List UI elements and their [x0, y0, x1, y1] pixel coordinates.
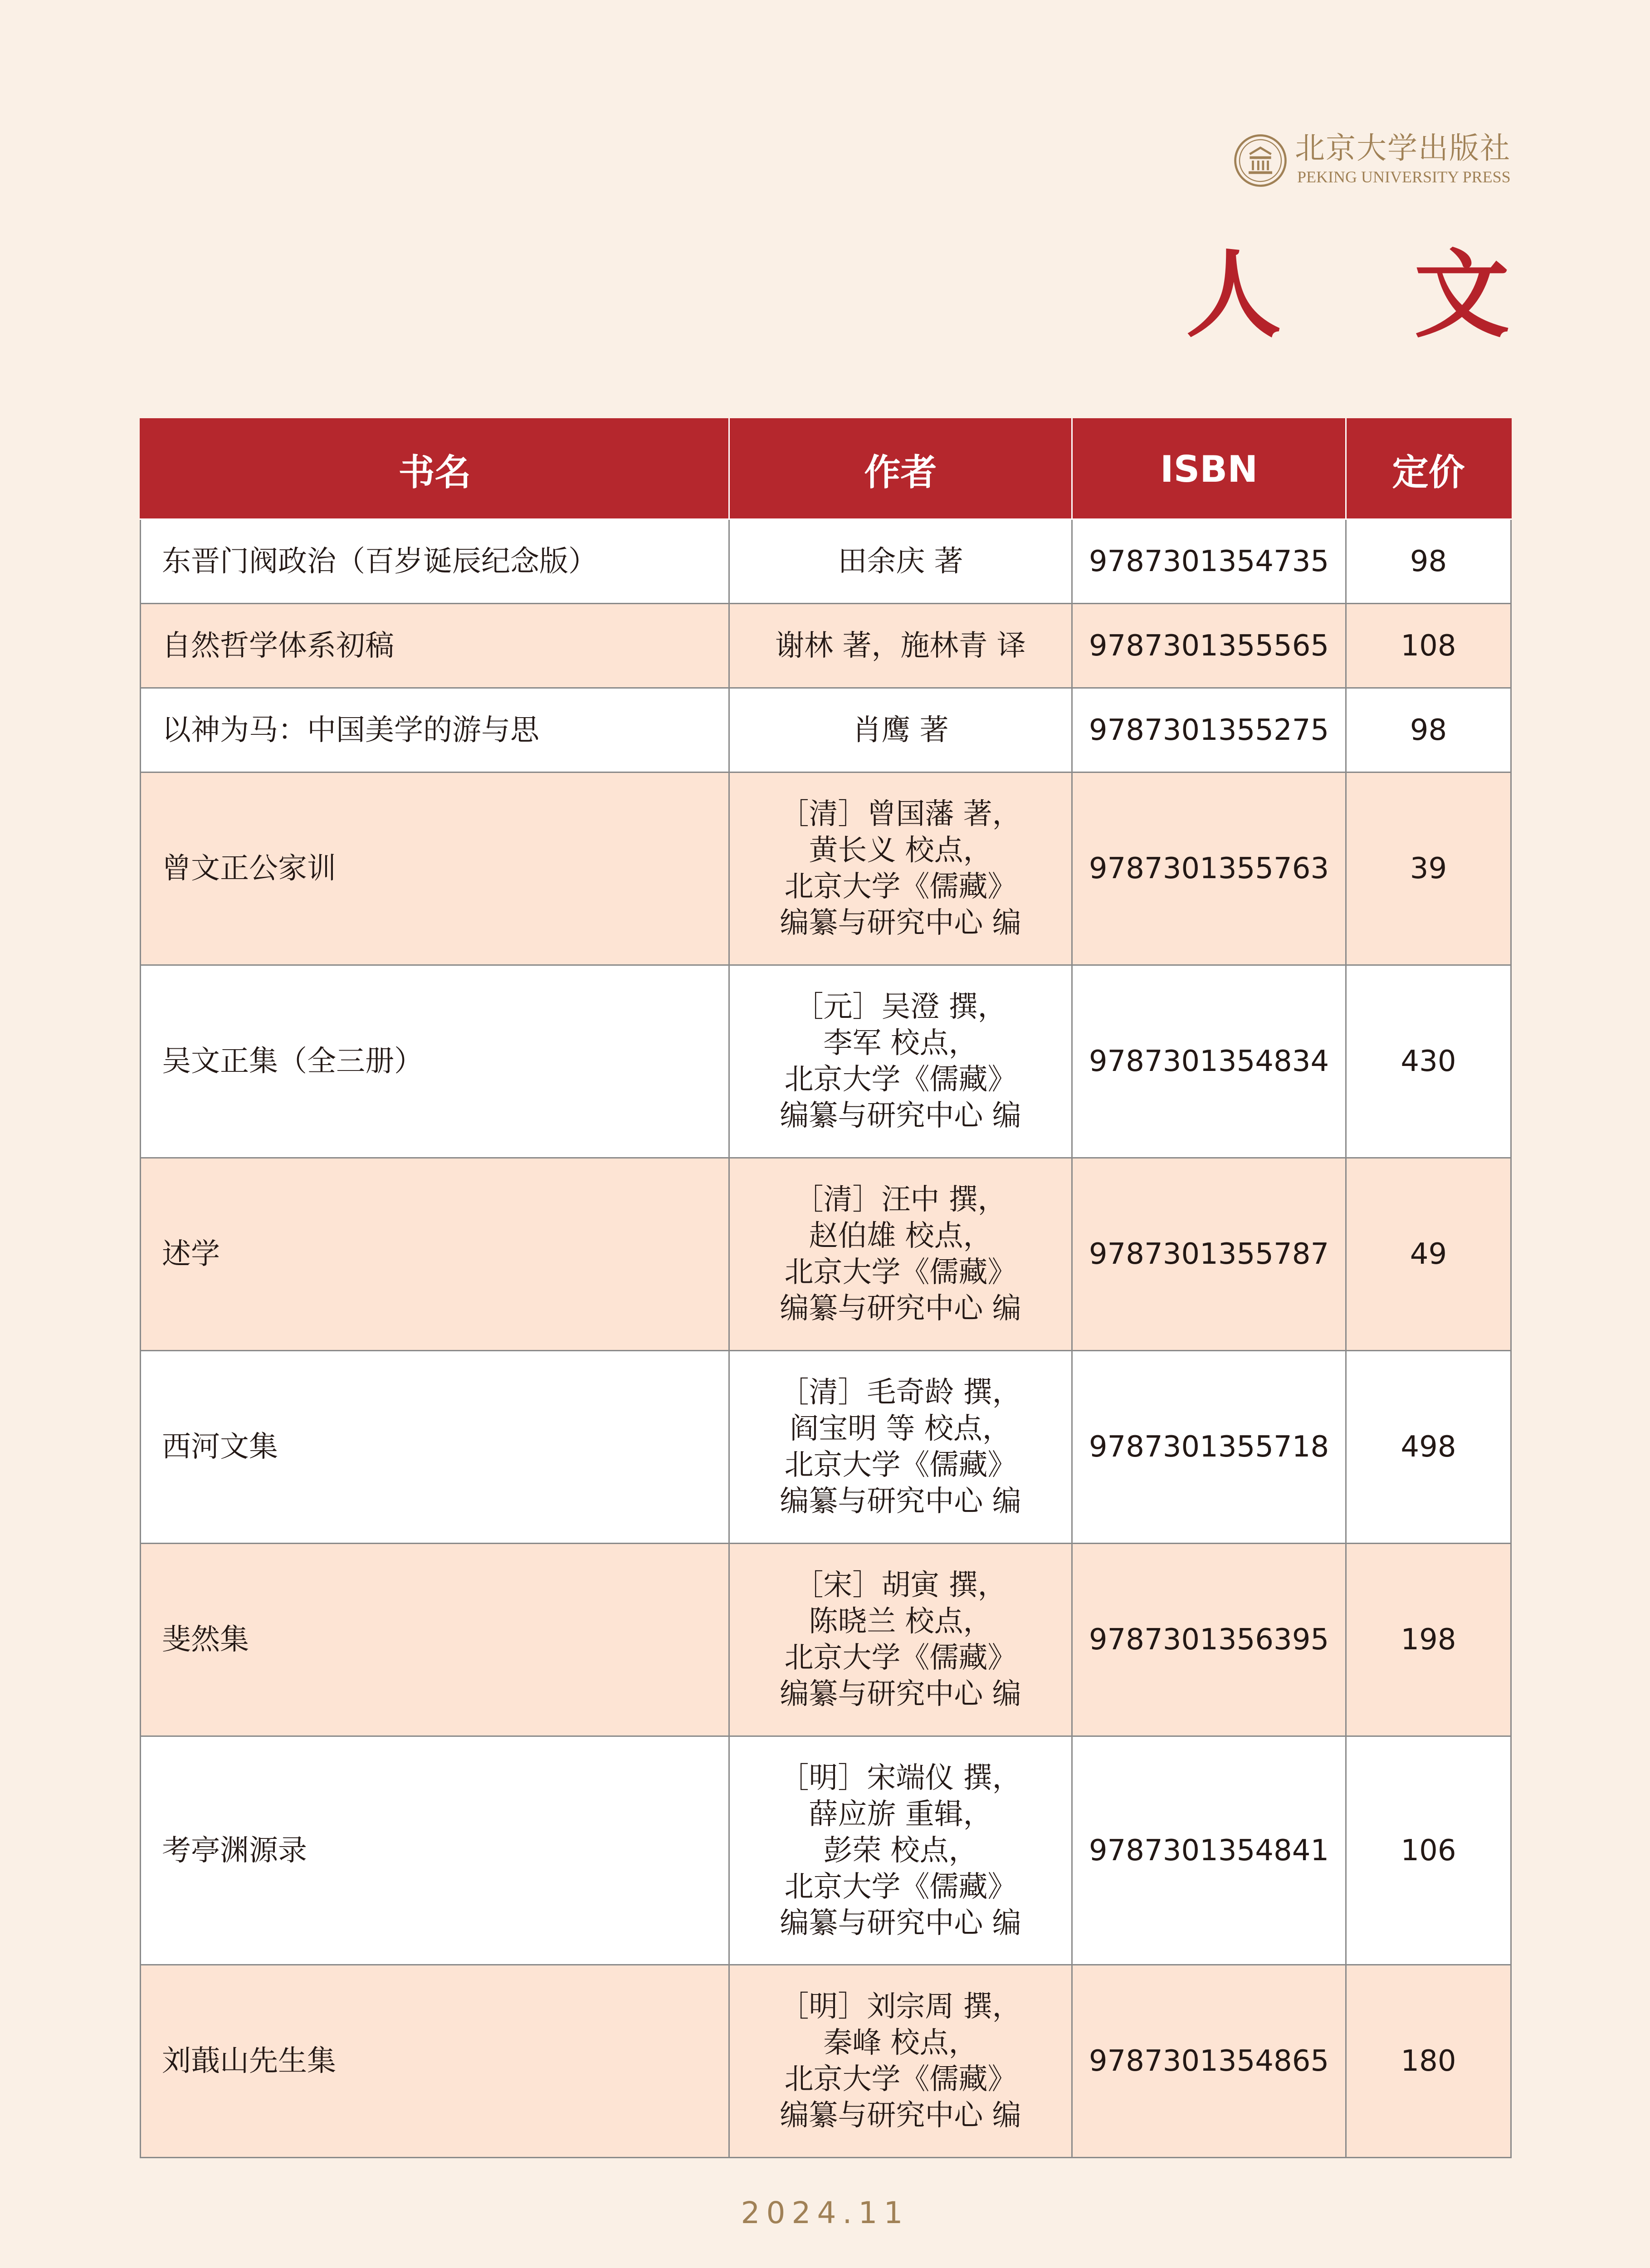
author-line: 彭荣 校点，	[823, 1833, 978, 1867]
book-price: 180	[1346, 1965, 1511, 2158]
author-line: 谢林 著，施林青 译	[775, 629, 1026, 663]
author-line: 编纂与研究中心 编	[780, 906, 1021, 940]
author-line: 陈晓兰 校点，	[809, 1605, 992, 1638]
book-title: 自然哲学体系初稿	[141, 604, 729, 688]
book-title: 考亭渊源录	[141, 1736, 729, 1965]
book-table	[140, 418, 1512, 2158]
book-isbn: 9787301354735	[1072, 519, 1346, 604]
table-row	[141, 1544, 1511, 1736]
book-price: 498	[1346, 1351, 1511, 1544]
book-isbn: 9787301354841	[1072, 1736, 1346, 1965]
author-line: ［清］曾国藩 著，	[780, 797, 1021, 831]
book-rows	[141, 519, 1511, 2158]
author-line: 编纂与研究中心 编	[780, 1099, 1021, 1133]
table-row	[141, 772, 1511, 965]
table-row	[141, 965, 1511, 1158]
author-line: 北京大学《儒藏》	[784, 1448, 1017, 1482]
footer-date: 2024.11	[741, 2195, 909, 2230]
author-line: 北京大学《儒藏》	[784, 2063, 1017, 2096]
author-line: 田余庆 著	[838, 544, 963, 578]
author-line: 阎宝明 等 校点，	[790, 1412, 1011, 1446]
book-author	[729, 772, 1072, 965]
table-header-row	[141, 419, 1511, 519]
book-title: 西河文集	[141, 1351, 729, 1544]
publisher-name-en: PEKING UNIVERSITY PRESS	[1297, 168, 1511, 186]
author-line: 北京大学《儒藏》	[784, 870, 1017, 904]
publisher-logo	[1234, 132, 1515, 191]
author-line: 编纂与研究中心 编	[780, 1292, 1021, 1325]
author-line: 薛应旂 重辑，	[809, 1797, 992, 1831]
author-line: 北京大学《儒藏》	[784, 1641, 1017, 1675]
book-isbn: 9787301355787	[1072, 1158, 1346, 1351]
book-author	[729, 965, 1072, 1158]
book-author	[729, 1544, 1072, 1736]
book-title: 东晋门阀政治（百岁诞辰纪念版）	[141, 519, 729, 604]
table-row	[141, 604, 1511, 688]
header-title: 书名	[141, 419, 729, 519]
table-row	[141, 688, 1511, 772]
author-line: ［明］宋端仪 撰，	[780, 1761, 1021, 1795]
book-title: 以神为马：中国美学的游与思	[141, 688, 729, 772]
author-line: 编纂与研究中心 编	[780, 1485, 1021, 1518]
author-line: 肖鹰 著	[852, 713, 949, 747]
book-isbn: 9787301355718	[1072, 1351, 1346, 1544]
book-author	[729, 1351, 1072, 1544]
table-row	[141, 1736, 1511, 1965]
book-price: 430	[1346, 965, 1511, 1158]
book-price: 106	[1346, 1736, 1511, 1965]
author-line: 编纂与研究中心 编	[780, 2099, 1021, 2132]
author-line: ［清］毛奇龄 撰，	[780, 1376, 1021, 1409]
book-isbn: 9787301356395	[1072, 1544, 1346, 1736]
author-line: 北京大学《儒藏》	[784, 1063, 1017, 1096]
table-row	[141, 1965, 1511, 2158]
book-title: 述学	[141, 1158, 729, 1351]
book-title: 斐然集	[141, 1544, 729, 1736]
author-line: 赵伯雄 校点，	[809, 1219, 992, 1253]
book-price: 49	[1346, 1158, 1511, 1351]
book-isbn: 9787301355763	[1072, 772, 1346, 965]
book-price: 39	[1346, 772, 1511, 965]
publisher-name-cn: 北京大学出版社	[1295, 131, 1511, 166]
book-isbn: 9787301354834	[1072, 965, 1346, 1158]
header-price: 定价	[1346, 419, 1511, 519]
book-isbn: 9787301354865	[1072, 1965, 1346, 2158]
book-author	[729, 1736, 1072, 1965]
table-row	[141, 1158, 1511, 1351]
author-line: ［清］汪中 撰，	[794, 1183, 1007, 1217]
header-author: 作者	[729, 419, 1072, 519]
author-line: ［明］刘宗周 撰，	[780, 1990, 1021, 2024]
book-author	[729, 604, 1072, 688]
book-author	[729, 1158, 1072, 1351]
author-line: 李军 校点，	[823, 1026, 978, 1060]
book-price: 198	[1346, 1544, 1511, 1736]
book-title: 吴文正集（全三册）	[141, 965, 729, 1158]
author-line: 编纂与研究中心 编	[780, 1906, 1021, 1940]
author-line: 北京大学《儒藏》	[784, 1256, 1017, 1289]
book-isbn: 9787301355275	[1072, 688, 1346, 772]
book-price: 98	[1346, 688, 1511, 772]
author-line: 黄长义 校点，	[809, 834, 992, 867]
book-price: 98	[1346, 519, 1511, 604]
table-row	[141, 519, 1511, 604]
author-line: 秦峰 校点，	[823, 2026, 978, 2060]
book-title: 曾文正公家训	[141, 772, 729, 965]
author-line: ［元］吴澄 撰，	[794, 990, 1007, 1024]
author-line: 编纂与研究中心 编	[780, 1677, 1021, 1711]
book-author	[729, 688, 1072, 772]
book-author	[729, 519, 1072, 604]
author-line: 北京大学《儒藏》	[784, 1870, 1017, 1904]
header-isbn: ISBN	[1072, 419, 1346, 519]
book-isbn: 9787301355565	[1072, 604, 1346, 688]
book-title: 刘蕺山先生集	[141, 1965, 729, 2158]
pku-seal-icon	[1234, 134, 1287, 187]
author-line: ［宋］胡寅 撰，	[794, 1569, 1007, 1602]
table-row	[141, 1351, 1511, 1544]
book-price: 108	[1346, 604, 1511, 688]
section-title: 人 文	[1186, 239, 1559, 351]
book-author	[729, 1965, 1072, 2158]
